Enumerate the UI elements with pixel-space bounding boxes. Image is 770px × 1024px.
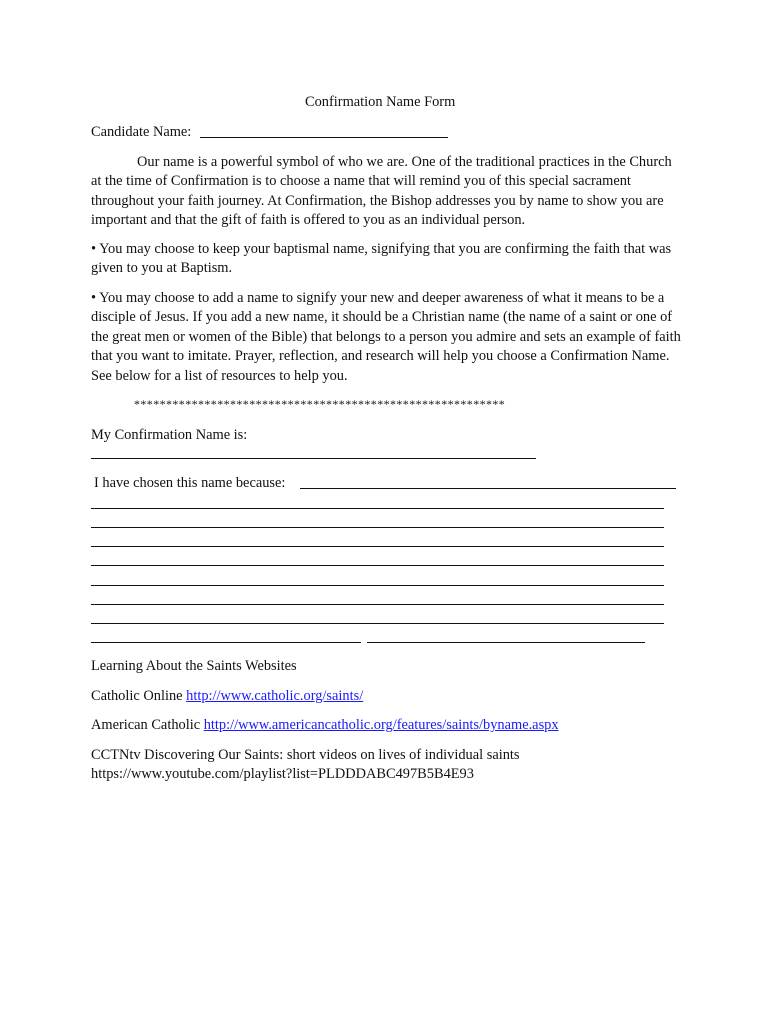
- reason-line[interactable]: [91, 527, 664, 528]
- reason-line[interactable]: [367, 642, 645, 643]
- american-catholic-link[interactable]: http://www.americancatholic.org/features/saints/byname.aspx: [203, 717, 559, 733]
- my-confirmation-name-label: My Confirmation Name is:: [91, 427, 248, 443]
- reason-line[interactable]: [91, 585, 664, 586]
- candidate-name-field[interactable]: [200, 137, 448, 138]
- page-title: Confirmation Name Form: [305, 94, 456, 110]
- reason-line[interactable]: [91, 565, 664, 566]
- my-confirmation-name-field[interactable]: [91, 458, 536, 459]
- reason-field-first-line[interactable]: [300, 488, 676, 489]
- reason-line[interactable]: [91, 642, 361, 643]
- option-keep-baptismal-name: • You may choose to keep your baptismal name, signifying that you are confirming the faith that was given to you at Baptism.: [91, 241, 672, 277]
- cctn-url: https://www.youtube.com/playlist?list=PLDDDABC497B5B4E93: [91, 766, 474, 782]
- american-catholic-entry: [91, 716, 559, 735]
- catholic-online-label: Catholic Online: [91, 688, 183, 704]
- american-catholic-label: American Catholic: [91, 717, 201, 733]
- reason-label: I have chosen this name because:: [94, 475, 286, 491]
- reason-line[interactable]: [91, 546, 664, 547]
- catholic-online-entry: [91, 687, 363, 706]
- resources-heading: Learning About the Saints Websites: [91, 658, 297, 674]
- catholic-online-link[interactable]: http://www.catholic.org/saints/: [186, 688, 364, 704]
- reason-line[interactable]: [91, 623, 664, 624]
- reason-line[interactable]: [91, 604, 664, 605]
- candidate-name-label: Candidate Name:: [91, 124, 192, 140]
- intro-paragraph: Our name is a powerful symbol of who we are. One of the traditional practices in the Church at the time of Confirmation is to choose a name that will remind you of this special sacrament throughout your faith journey. At Confirmation, the Bishop addresses you by name to show you are important and that the gift of faith is offered to you as an individual person.: [91, 154, 672, 229]
- reason-line[interactable]: [91, 508, 664, 509]
- option-add-new-name: • You may choose to add a name to signify your new and deeper awareness of what it means to be a disciple of Jesus. If you add a new name, it should be a Christian name (the name of a saint or one of the great men or women of the Bible) that belongs to a person you admire and sets an example of faith that you want to imitate. Prayer, reflection, and research will help you choose a Confirmation Name. See below for a list of resources to help you.: [91, 290, 681, 384]
- cctn-description: CCTNtv Discovering Our Saints: short videos on lives of individual saints: [91, 747, 520, 763]
- separator-stars: **********************************************************: [134, 397, 506, 411]
